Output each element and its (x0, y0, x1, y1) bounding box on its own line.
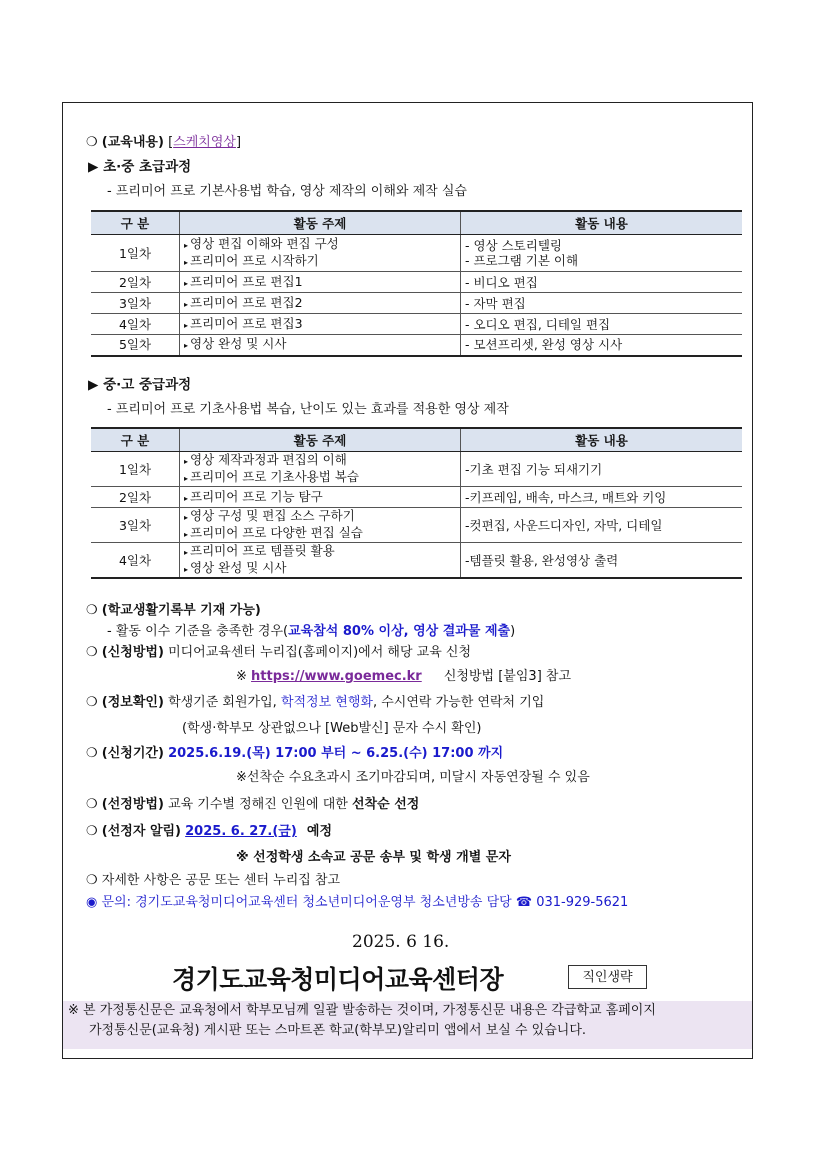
selection-highlight: 선착순 선정 (352, 797, 420, 812)
day-cell: 1일차 (91, 235, 180, 272)
seal-omitted-stamp: 직인생략 (568, 965, 647, 989)
table-header-content: 활동 내용 (461, 428, 743, 452)
course1-table (91, 210, 742, 357)
record-heading (86, 599, 261, 618)
topic-text: 프리미어 프로 편집2 (190, 294, 303, 310)
apply-heading (86, 641, 471, 660)
day-cell: 2일차 (91, 272, 180, 293)
bracket-open: [ (168, 135, 174, 150)
table-row (91, 508, 742, 543)
detail-line (86, 869, 340, 888)
radio-bullet-icon: ◉ (86, 895, 98, 910)
notify-heading (86, 820, 332, 839)
topic-text: 프리미어 프로 시작하기 (190, 253, 319, 268)
notice-line-1: ※ 본 가정통신문은 교육청에서 학부모님께 일괄 발송하는 것이며, 가정통신문 내용은 각급학교 홈페이지 (68, 1003, 656, 1018)
content-cell: - 자막 편집 (461, 293, 743, 314)
topic-text: 영상 편집 이해와 편집 구성 (190, 236, 339, 251)
apply-reference: 신청방법 [붙임3] 참고 (443, 669, 572, 684)
reference-mark: ※ (236, 669, 247, 684)
content-cell: -컷편집, 사운드디자인, 자막, 디테일 (461, 508, 743, 543)
topic-cell (180, 293, 461, 314)
period-label: (신청기간) (101, 746, 164, 761)
apply-url-line (236, 665, 571, 684)
day-cell: 2일차 (91, 487, 180, 508)
circle-bullet-icon: ❍ (86, 746, 98, 761)
content-text: - 영상 스토리텔링 (465, 238, 562, 253)
record-text: - 활동 이수 기준을 충족한 경우( (107, 624, 289, 639)
info-text-end: , 수시연락 가능한 연락처 기입 (372, 695, 545, 710)
table-row (91, 272, 742, 293)
topic-cell (180, 235, 461, 272)
topic-cell (180, 543, 461, 579)
info-highlight: 학적정보 현행화 (280, 695, 373, 710)
content-text: - 프로그램 기본 이해 (465, 253, 579, 268)
course1-description: - 프리미어 프로 기본사용법 학습, 영상 제작의 이해와 제작 실습 (107, 184, 467, 199)
circle-bullet-icon: ❍ (86, 135, 98, 150)
record-label: (학교생활기록부 기재 가능) (101, 603, 261, 618)
topic-text: 프리미어 프로 다양한 편집 실습 (190, 525, 363, 540)
content-cell: - 비디오 편집 (461, 272, 743, 293)
content-cell: - 모션프리셋, 완성 영상 시사 (461, 335, 743, 356)
content-cell: -키프레임, 배속, 마스크, 매트와 키잉 (461, 487, 743, 508)
topic-cell (180, 452, 461, 487)
topic-cell (180, 487, 461, 508)
content-cell: -템플릿 활용, 완성영상 출력 (461, 543, 743, 579)
circle-bullet-icon: ❍ (86, 645, 98, 660)
content-heading (86, 131, 241, 150)
contact-line (86, 891, 628, 910)
content-cell: - 오디오 편집, 디테일 편집 (461, 314, 743, 335)
day-cell: 5일차 (91, 335, 180, 356)
triangle-icon: ▸ (184, 530, 189, 539)
course1-title: ▶ 초·중 초급과정 (88, 159, 192, 175)
info-subtext: (학생·학부모 상관없으나 [Web발신] 문자 수시 확인) (182, 721, 482, 736)
period-value: 2025.6.19.(목) 17:00 부터 ~ 6.25.(수) 17:00 까지 (168, 746, 504, 761)
table-row (91, 314, 742, 335)
content-label: (교육내용) (101, 135, 164, 150)
record-line (107, 620, 515, 639)
bracket-close: ] (235, 135, 242, 150)
table-header-division: 구 분 (91, 211, 180, 235)
period-heading (86, 742, 503, 761)
topic-text: 프리미어 프로 편집1 (190, 273, 303, 289)
selection-heading (86, 793, 419, 812)
contact-text: 문의: 경기도교육청미디어교육센터 청소년미디어운영부 청소년방송 담당 (101, 895, 512, 910)
table-row (91, 543, 742, 579)
content-cell: -기초 편집 기능 되새기기 (461, 452, 743, 487)
table-header-topic: 활동 주제 (180, 211, 461, 235)
topic-text: 프리미어 프로 편집3 (190, 315, 303, 331)
topic-text: 영상 제작과정과 편집의 이해 (190, 452, 347, 467)
info-heading (86, 691, 544, 710)
topic-text: 영상 완성 및 시사 (190, 336, 287, 352)
course2-table (91, 427, 742, 579)
day-cell: 4일차 (91, 314, 180, 335)
apply-label: (신청방법) (101, 645, 164, 660)
triangle-icon: ▸ (184, 474, 189, 483)
sketch-video-link[interactable]: 스케치영상 (173, 135, 236, 150)
triangle-icon: ▸ (184, 513, 189, 522)
notice-line-2: 가정통신문(교육청) 게시판 또는 스마트폰 학교(학부모)알리미 앱에서 보실 수 있습니다. (89, 1023, 587, 1038)
record-highlight: 교육참석 80% 이상, 영상 결과물 제출 (288, 624, 511, 639)
period-note: ※선착순 수요초과시 조기마감되며, 미달시 자동연장될 수 있음 (236, 770, 590, 785)
selection-label: (선정방법) (101, 797, 164, 812)
issue-date: 2025. 6 16. (352, 932, 450, 952)
day-cell: 1일차 (91, 452, 180, 487)
triangle-icon: ▸ (184, 320, 189, 330)
table-row (91, 452, 742, 487)
triangle-icon: ▸ (184, 457, 189, 466)
triangle-icon: ▸ (184, 341, 189, 351)
topic-text: 영상 완성 및 시사 (190, 560, 287, 575)
topic-text: 영상 구성 및 편집 소스 구하기 (190, 508, 355, 523)
triangle-icon: ▸ (184, 493, 189, 503)
phone-icon: ☎ (515, 895, 533, 910)
table-row (91, 487, 742, 508)
course2-title: ▶ 중·고 중급과정 (88, 377, 192, 393)
notify-note: ※ 선정학생 소속교 공문 송부 및 학생 개별 문자 (236, 850, 511, 865)
day-cell: 3일차 (91, 508, 180, 543)
triangle-icon: ▸ (184, 548, 189, 557)
circle-bullet-icon: ❍ (86, 603, 98, 618)
topic-cell (180, 508, 461, 543)
notice-box (63, 1001, 752, 1049)
circle-bullet-icon: ❍ (86, 824, 98, 839)
triangle-icon: ▸ (184, 258, 189, 267)
topic-cell (180, 314, 461, 335)
issuer-name: 경기도교육청미디어교육센터장 (172, 965, 504, 994)
circle-bullet-icon: ❍ (86, 797, 98, 812)
table-row (91, 235, 742, 272)
table-row (91, 293, 742, 314)
topic-cell (180, 335, 461, 356)
triangle-icon: ▸ (184, 565, 189, 574)
notify-date: 2025. 6. 27.(금) (185, 824, 297, 839)
info-text: 학생기준 회원가입, (168, 695, 277, 710)
info-label: (정보확인) (101, 695, 164, 710)
triangle-icon: ▸ (184, 241, 189, 250)
day-cell: 3일차 (91, 293, 180, 314)
notify-label: (선정자 알림) (101, 824, 181, 839)
topic-text: 프리미어 프로 기초사용법 복습 (190, 469, 359, 484)
table-header-topic: 활동 주제 (180, 428, 461, 452)
content-cell (461, 235, 743, 272)
course2-description: - 프리미어 프로 기초사용법 복습, 난이도 있는 효과를 적용한 영상 제작 (107, 402, 509, 417)
apply-text: 미디어교육센터 누리집(홈페이지)에서 해당 교육 신청 (168, 645, 472, 660)
homepage-link[interactable]: https://www.goemec.kr (251, 669, 422, 684)
detail-text: 자세한 사항은 공문 또는 센터 누리집 참고 (101, 873, 341, 888)
table-header-division: 구 분 (91, 428, 180, 452)
triangle-icon: ▸ (184, 278, 189, 288)
table-row (91, 335, 742, 356)
topic-text: 프리미어 프로 템플릿 활용 (190, 543, 335, 558)
circle-bullet-icon: ❍ (86, 695, 98, 710)
table-header-content: 활동 내용 (461, 211, 743, 235)
triangle-icon: ▸ (184, 299, 189, 309)
topic-text: 프리미어 프로 기능 탐구 (190, 488, 323, 504)
day-cell: 4일차 (91, 543, 180, 579)
circle-bullet-icon: ❍ (86, 873, 98, 888)
record-text-end: ) (510, 624, 516, 639)
contact-phone[interactable]: 031-929-5621 (536, 895, 629, 910)
notify-suffix: 예정 (306, 824, 333, 839)
selection-text: 교육 기수별 정해진 인원에 대한 (168, 797, 348, 812)
topic-cell (180, 272, 461, 293)
